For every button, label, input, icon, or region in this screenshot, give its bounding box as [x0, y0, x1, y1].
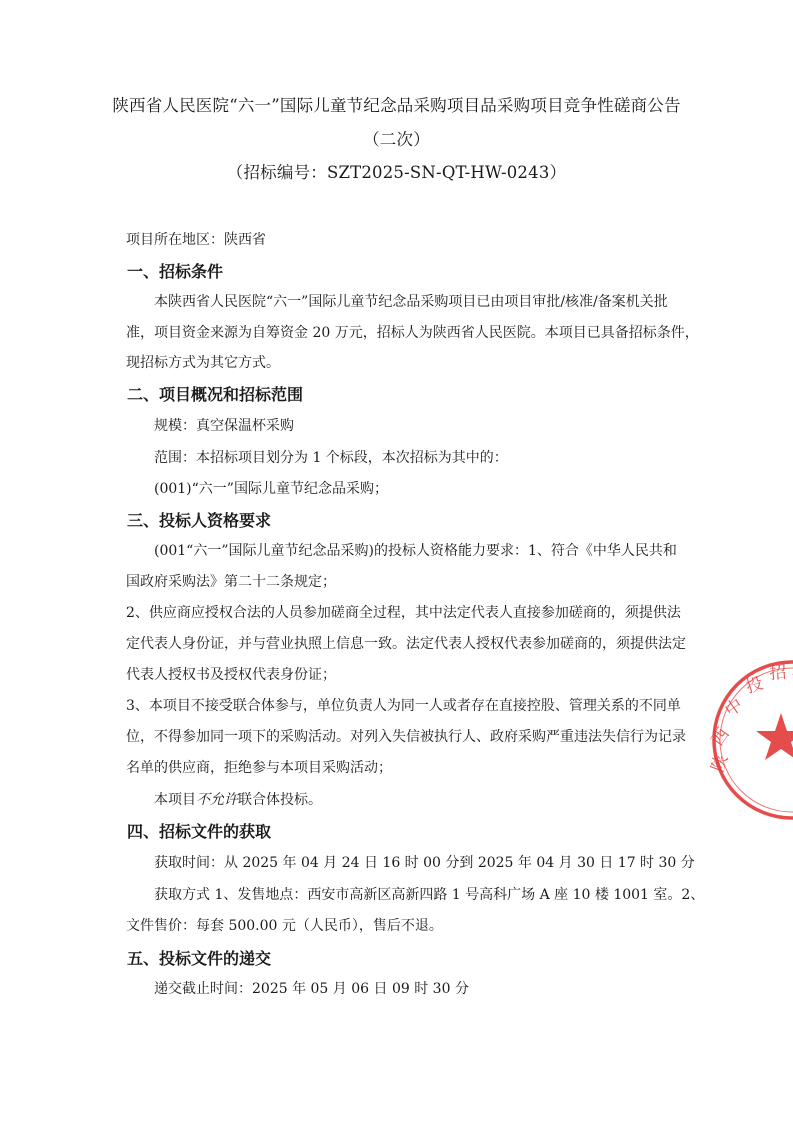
svg-text:中: 中	[721, 694, 747, 722]
paragraph-line: 现招标方式为其它方式。	[126, 355, 280, 371]
project-region: 项目所在地区：陕西省	[126, 232, 266, 248]
section-heading: 四、招标文件的获取	[127, 822, 272, 841]
paragraph-line: 名单的供应商，拒绝参与本项目采购活动；	[126, 760, 392, 776]
paragraph-line: 准，项目资金来源为自筹资金 20 万元，招标人为陕西省人民医院。本项目已具备招标条件，	[126, 325, 699, 341]
paragraph-line: 本陕西省人民医院“六一”国际儿童节纪念品采购项目已由项目审批/核准/备案机关批	[154, 294, 668, 310]
consortium-prefix: 本项目	[154, 792, 196, 808]
paragraph-line: 文件售价：每套 500.00 元（人民币），售后不退。	[126, 918, 443, 934]
paragraph-line: 递交截止时间：2025 年 05 月 06 日 09 时 30 分	[154, 981, 469, 997]
section-heading: 五、投标文件的递交	[127, 949, 272, 968]
section-heading: 三、投标人资格要求	[127, 511, 272, 530]
company-seal	[706, 655, 793, 825]
paragraph-line: (001)“六一”国际儿童节纪念品采购；	[154, 481, 388, 497]
svg-text:投: 投	[743, 673, 766, 698]
section-heading: 二、项目概况和招标范围	[127, 385, 304, 404]
paragraph-line: 代表人授权书及授权代表身份证；	[126, 667, 336, 683]
svg-text:招: 招	[768, 662, 788, 684]
tender-number: （招标编号：SZT2025-SN-QT-HW-0243）	[226, 163, 567, 182]
consortium-suffix: 联合体投标。	[238, 792, 322, 808]
doc-title: 陕西省人民医院“六一”国际儿童节纪念品采购项目品采购项目竞争性磋商公告	[112, 96, 681, 115]
seal-star-icon	[756, 713, 793, 760]
paragraph-line: 定代表人身份证，并与营业执照上信息一致。法定代表人授权代表参加磋商的，须提供法定	[126, 636, 686, 652]
consortium-line	[154, 790, 322, 810]
paragraph-line: 位，不得参加同一项下的采购活动。对列入失信被执行人、政府采购严重违法失信行为记录	[126, 729, 686, 745]
paragraph-line: 国政府采购法》第二十二条规定；	[126, 574, 336, 590]
paragraph-line: 获取时间：从 2025 年 04 月 24 日 16 时 00 分到 2025 年 04 月 30 日 17 时 30 分	[154, 855, 695, 871]
paragraph-line: 规模：真空保温杯采购	[154, 418, 294, 434]
svg-text:陕: 陕	[707, 751, 733, 775]
paragraph-line: 范围：本招标项目划分为 1 个标段，本次招标为其中的：	[154, 450, 508, 466]
section-heading: 一、招标条件	[127, 262, 224, 281]
doc-title-round: （二次）	[363, 130, 430, 149]
paragraph-line: 3、本项目不接受联合体参与，单位负责人为同一人或者存在直接控股、管理关系的不同单	[126, 698, 681, 714]
paragraph-line: 获取方式 1、发售地点：西安市高新区高新四路 1 号高科广场 A 座 10 楼 1001 室。2、	[154, 887, 705, 903]
paragraph-line: (001“六一”国际儿童节纪念品采购)的投标人资格能力要求：1、符合《中华人民共和	[154, 543, 677, 559]
paragraph-line: 2、供应商应授权合法的人员参加磋商全过程，其中法定代表人直接参加磋商的，须提供法	[126, 605, 681, 621]
consortium-emphasis: 不允许	[196, 792, 238, 808]
svg-text:西: 西	[707, 724, 734, 750]
